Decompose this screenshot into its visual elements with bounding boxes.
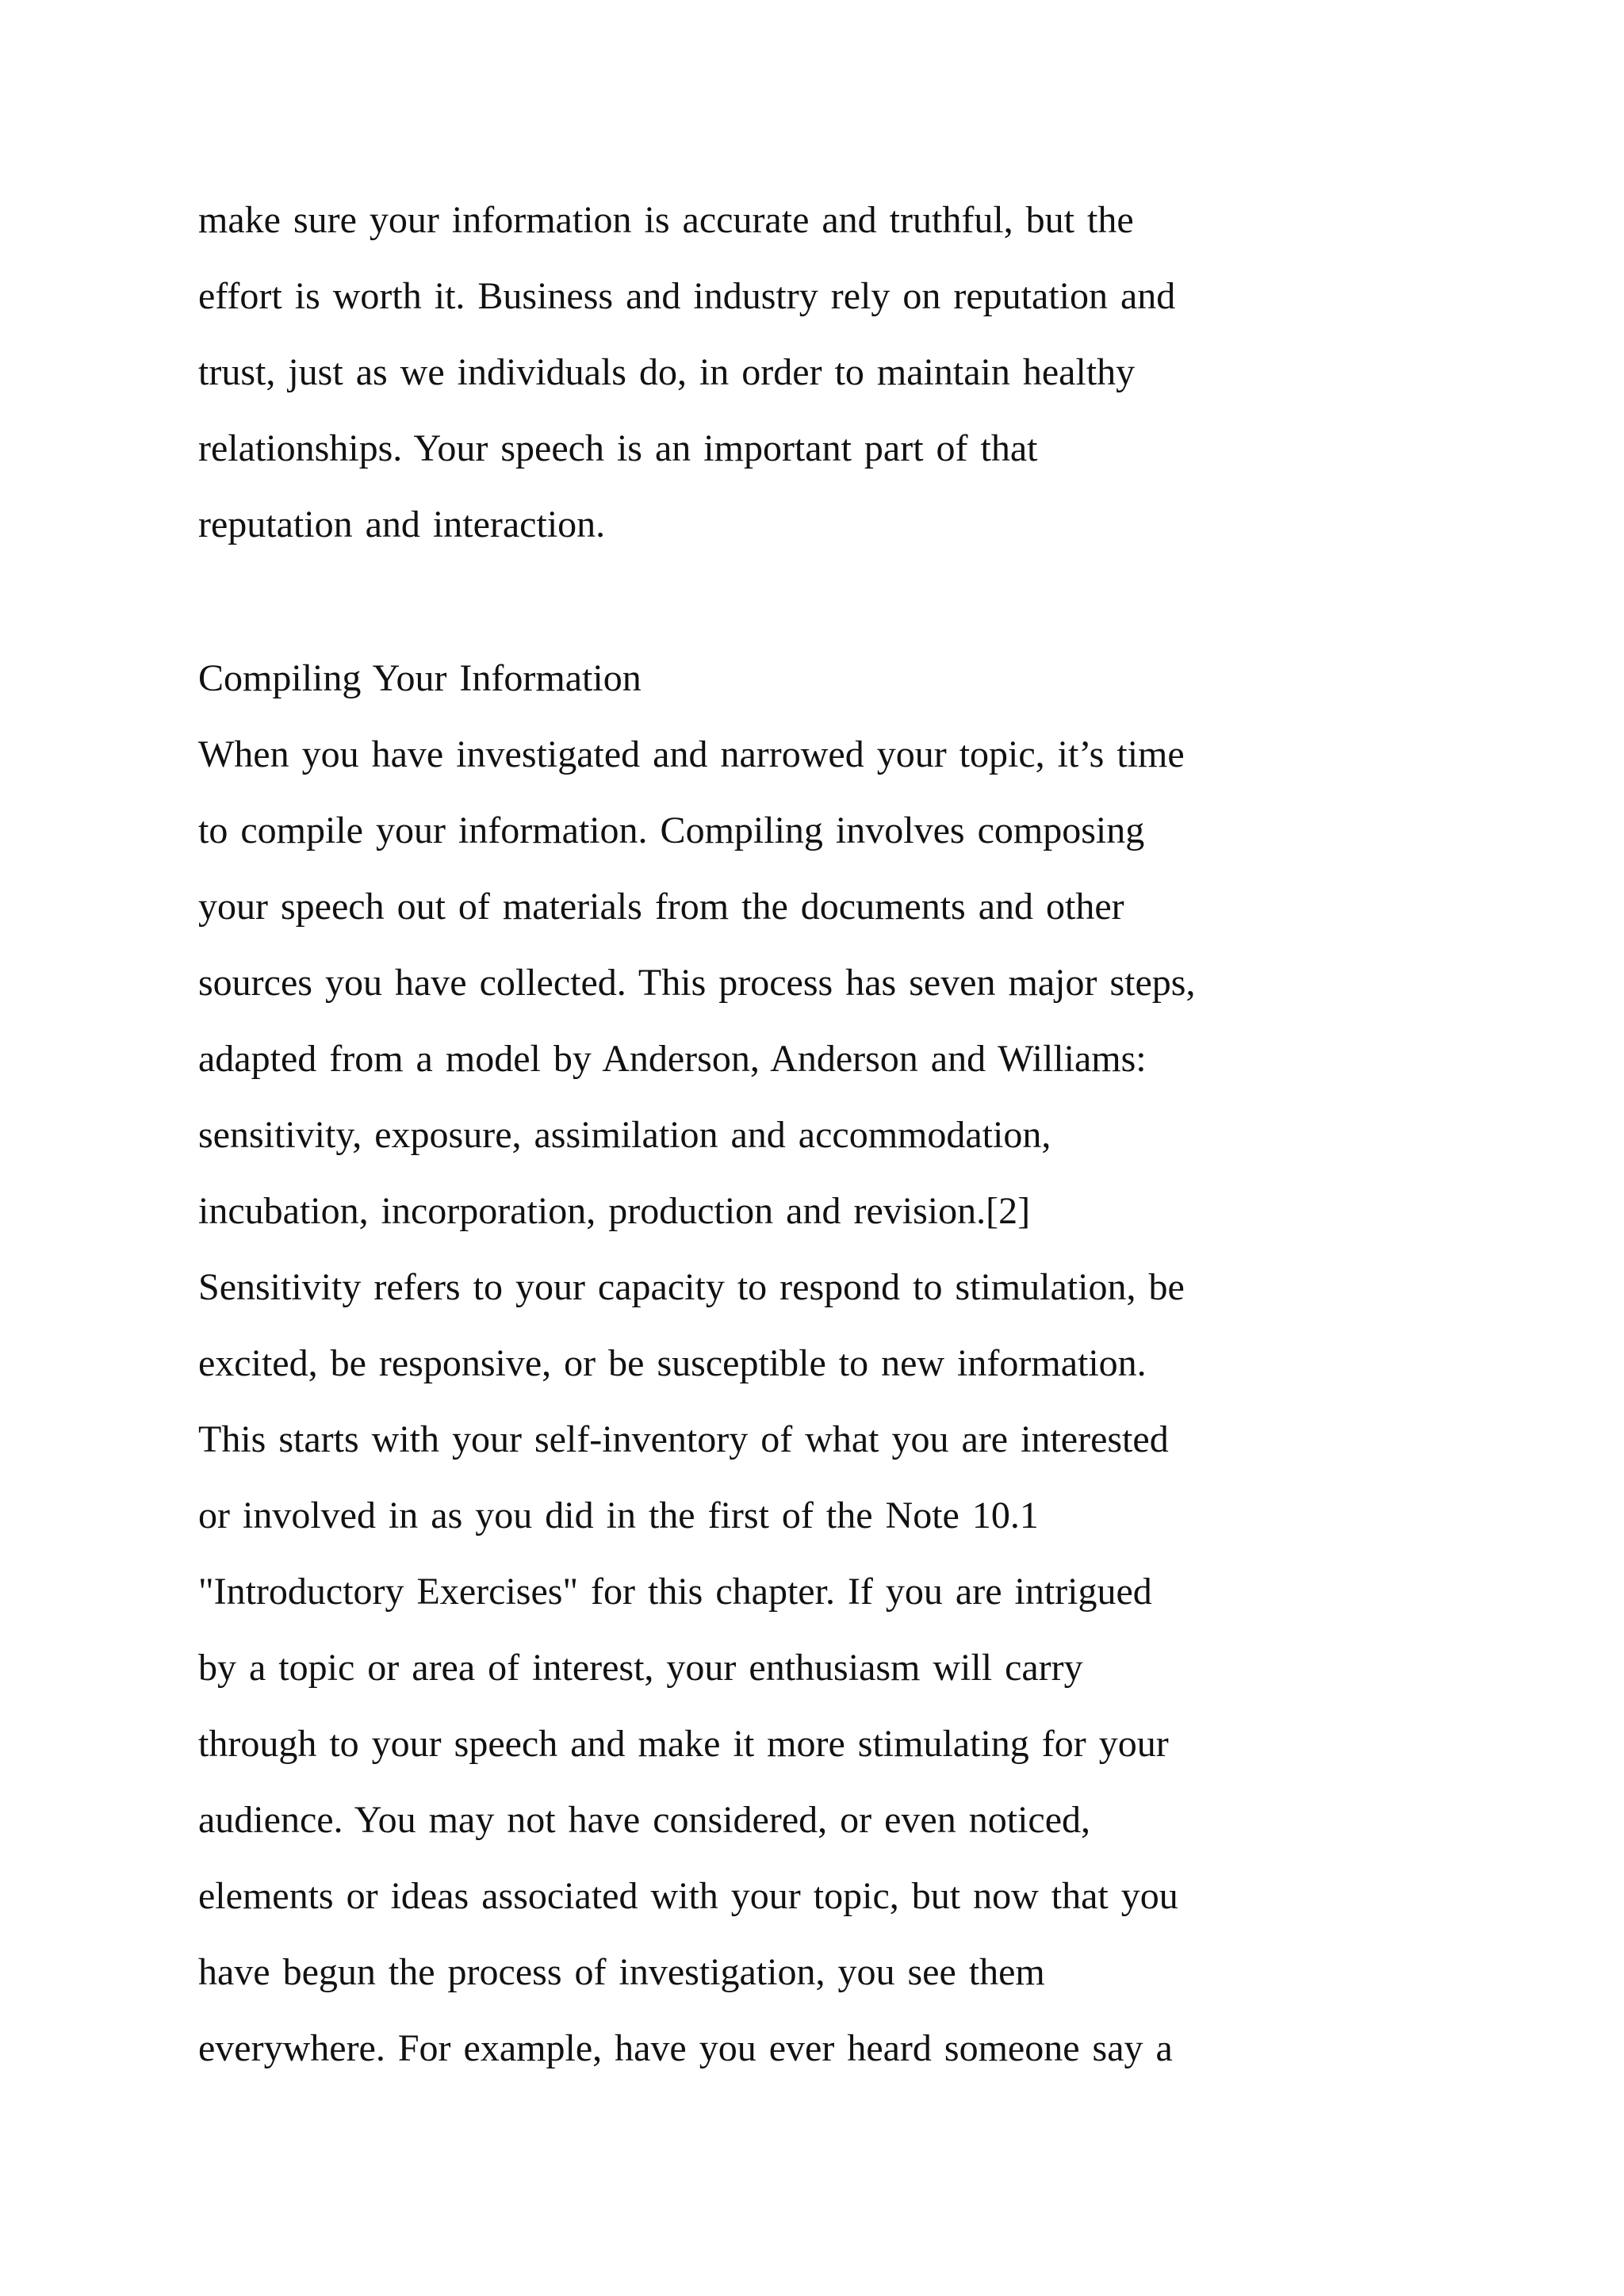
- text-line: Sensitivity refers to your capacity to respond to stimulation, be: [198, 1266, 1185, 1308]
- text-line: adapted from a model by Anderson, Anderson and Williams:: [198, 1038, 1147, 1080]
- text-line: When you have investigated and narrowed your topic, it’s time: [198, 733, 1185, 775]
- text-line: excited, be responsive, or be susceptible to new information.: [198, 1342, 1147, 1384]
- text-line: relationships. Your speech is an important part of that: [198, 427, 1038, 469]
- section-heading: Compiling Your Information: [198, 657, 642, 699]
- text-line: This starts with your self-inventory of what you are interested: [198, 1418, 1169, 1460]
- text-line: everywhere. For example, have you ever heard someone say a: [198, 2027, 1173, 2069]
- text-line: or involved in as you did in the first of the Note 10.1: [198, 1494, 1039, 1536]
- text-line: audience. You may not have considered, or even noticed,: [198, 1799, 1091, 1841]
- text-line: make sure your information is accurate and truthful, but the: [198, 199, 1134, 241]
- text-line: sensitivity, exposure, assimilation and accommodation,: [198, 1114, 1051, 1156]
- text-line: to compile your information. Compiling involves composing: [198, 809, 1145, 851]
- text-line: reputation and interaction.: [198, 503, 606, 545]
- text-line: trust, just as we individuals do, in order to maintain healthy: [198, 351, 1136, 393]
- text-line: by a topic or area of interest, your enthusiasm will carry: [198, 1647, 1083, 1689]
- text-line: effort is worth it. Business and industry rely on reputation and: [198, 275, 1176, 317]
- text-line: elements or ideas associated with your topic, but now that you: [198, 1875, 1178, 1917]
- text-line: sources you have collected. This process has seven major steps,: [198, 962, 1196, 1004]
- text-line: your speech out of materials from the documents and other: [198, 886, 1124, 928]
- text-line: "Introductory Exercises" for this chapter. If you are intrigued: [198, 1571, 1152, 1613]
- text-line: have begun the process of investigation, you see them: [198, 1951, 1045, 1993]
- text-line: incubation, incorporation, production and revision.[2]: [198, 1190, 1031, 1232]
- text-line: through to your speech and make it more stimulating for your: [198, 1723, 1169, 1765]
